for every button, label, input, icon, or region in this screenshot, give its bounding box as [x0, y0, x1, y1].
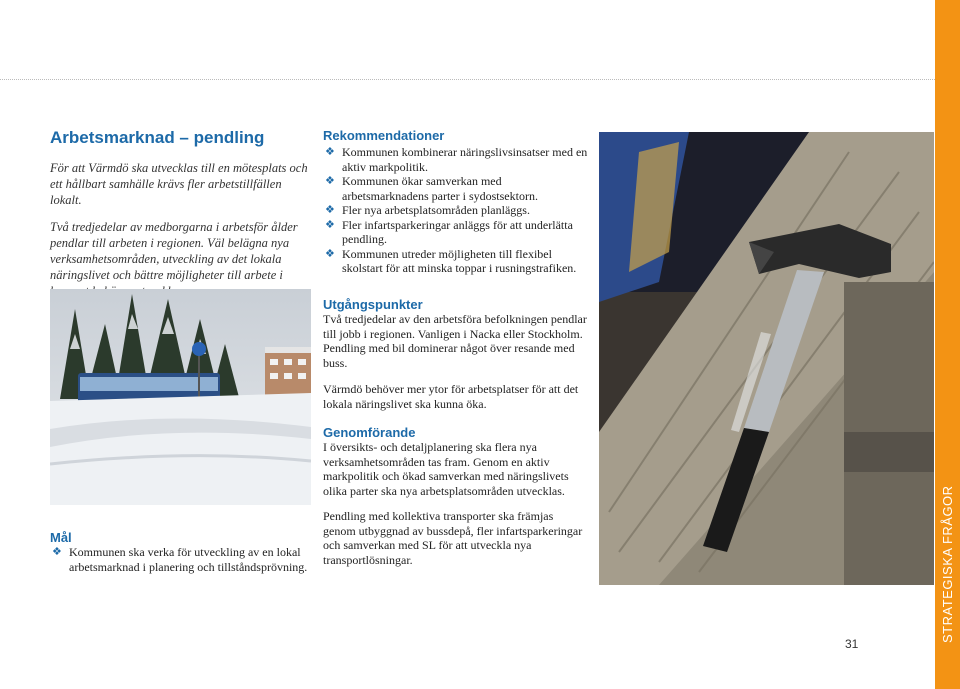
genomforande-paragraph-1: I översikts- och detaljplanering ska flera nya verksamhetsområden tas fram. Genom en aktiv markpolitik och ökad samverkan med näringslivets olika parter ska nya arbetsplatsområden utvecklas.	[323, 440, 569, 498]
genomforande-paragraph-2: Pendling med kollektiva transporter ska främjas genom utbyggnad av bussdepå, fler infartsparkeringar och samverkan med SL för att utveckla nya transportlösningar.	[323, 509, 583, 567]
mal-list	[50, 545, 315, 574]
utgangspunkter-section	[323, 297, 588, 370]
diamond-bullet-icon: ❖	[325, 218, 335, 231]
diamond-bullet-icon: ❖	[325, 247, 335, 260]
utgangspunkter-paragraph-2: Värmdö behöver mer ytor för arbetsplatser för att det lokala näringslivet ska kunna öka.	[323, 382, 579, 411]
intro-text	[50, 160, 315, 310]
sidebar-label-text: STRATEGISKA FRÅGOR	[939, 485, 955, 643]
diamond-bullet-icon: ❖	[325, 204, 335, 216]
list-item: ❖ Kommunen ska verka för utveckling av en lokal arbetsmarknad i planering och tillståndsprövning.	[52, 545, 308, 574]
genomforande-paragraph-2-block	[323, 509, 588, 567]
intro-paragraph-1: För att Värmdö ska utvecklas till en mötesplats och ett hållbart samhälle krävs fler arbetstillfällen lokalt.	[50, 161, 308, 207]
utgangspunkter-paragraph-2-block	[323, 382, 588, 411]
page-title: Arbetsmarknad – pendling	[50, 128, 265, 147]
utgangspunkter-paragraph-1: Två tredjedelar av den arbetsföra befolkningen pendlar till jobb i regionen. Vanligen i Nacka eller Stockholm. Pendling med bil dominerar något över resande med buss.	[323, 312, 587, 370]
bus-photo	[50, 289, 311, 505]
mal-section	[50, 530, 315, 574]
diamond-bullet-icon: ❖	[325, 146, 335, 158]
diamond-bullet-icon: ❖	[325, 175, 335, 187]
list-item: ❖ Fler infartsparkeringar anläggs för att underlätta pendling.	[325, 217, 573, 246]
rekommendationer-list	[323, 145, 588, 276]
genomforande-section	[323, 425, 588, 498]
rekommendationer-heading: Rekommendationer	[323, 128, 445, 143]
list-item: ❖ Kommunen kombinerar näringslivsinsatser med en aktiv markpolitik.	[325, 145, 588, 174]
list-item: ❖ Kommunen ökar samverkan med arbetsmarknadens parter i sydostsektorn.	[325, 174, 538, 203]
hammer-photo	[599, 132, 934, 585]
genomforande-heading: Genomförande	[323, 425, 416, 440]
list-item: ❖ Fler nya arbetsplatsområden planläggs.	[325, 203, 530, 217]
top-divider	[0, 79, 935, 80]
diamond-bullet-icon: ❖	[52, 546, 62, 558]
mal-heading: Mål	[50, 530, 72, 545]
intro-paragraph-2: Två tredjedelar av medborgarna i arbetsför ålder pendlar till arbeten i regionen. Väl belägna nya verksamhetsområden, utveckling av det lokala näringslivet och bättre möjligheter till arbete i	[50, 220, 298, 282]
utgangspunkter-heading: Utgångspunkter	[323, 297, 423, 312]
list-item: ❖ Kommunen utreder möjligheten till flexibel skolstart för att minska toppar i rusningstrafiken.	[325, 246, 577, 275]
sidebar-label	[935, 0, 960, 689]
rekommendationer-section	[323, 128, 588, 276]
page-number: 31	[845, 637, 859, 651]
